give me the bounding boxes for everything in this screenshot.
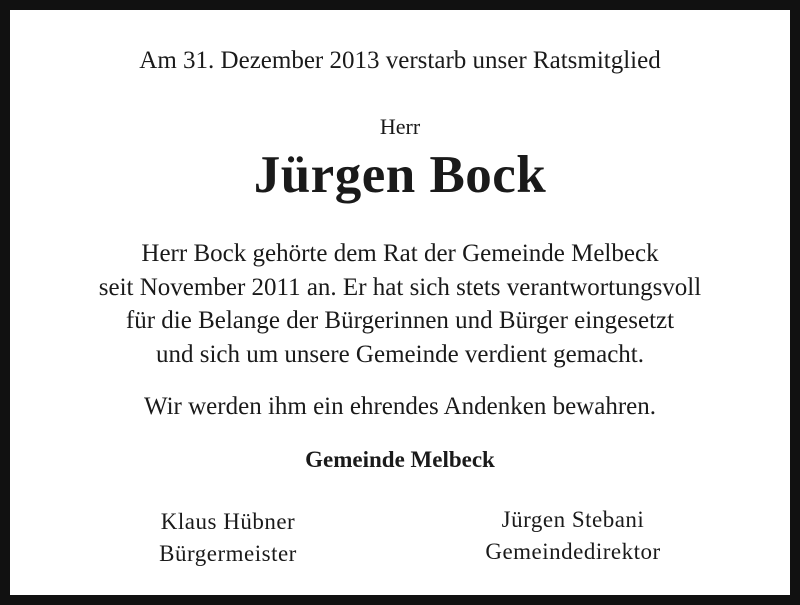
signatory-name: Jürgen Stebani — [501, 507, 645, 532]
signatory-left — [128, 506, 328, 570]
deceased-name: Jürgen Bock — [253, 146, 547, 204]
salutation: Herr — [379, 114, 421, 139]
signatory-title: Gemeindedirektor — [485, 539, 661, 564]
signatory-right — [448, 504, 698, 568]
body-line: und sich um unsere Gemeinde verdient gemacht. — [155, 341, 645, 368]
body-line: seit November 2011 an. Er hat sich stets verantwortungsvoll — [98, 274, 702, 301]
body-line: für die Belange der Bürgerinnen und Bürger eingesetzt — [125, 307, 675, 334]
closing-text: Wir werden ihm ein ehrendes Andenken bewahren. — [144, 393, 656, 420]
intro-text: Am 31. Dezember 2013 verstarb unser Ratsmitglied — [139, 47, 661, 74]
signatory-name: Klaus Hübner — [160, 509, 296, 534]
body-line: Herr Bock gehörte dem Rat der Gemeinde Melbeck — [141, 240, 659, 267]
signatory-title: Bürgermeister — [159, 541, 297, 566]
organization-name: Gemeinde Melbeck — [305, 447, 495, 472]
